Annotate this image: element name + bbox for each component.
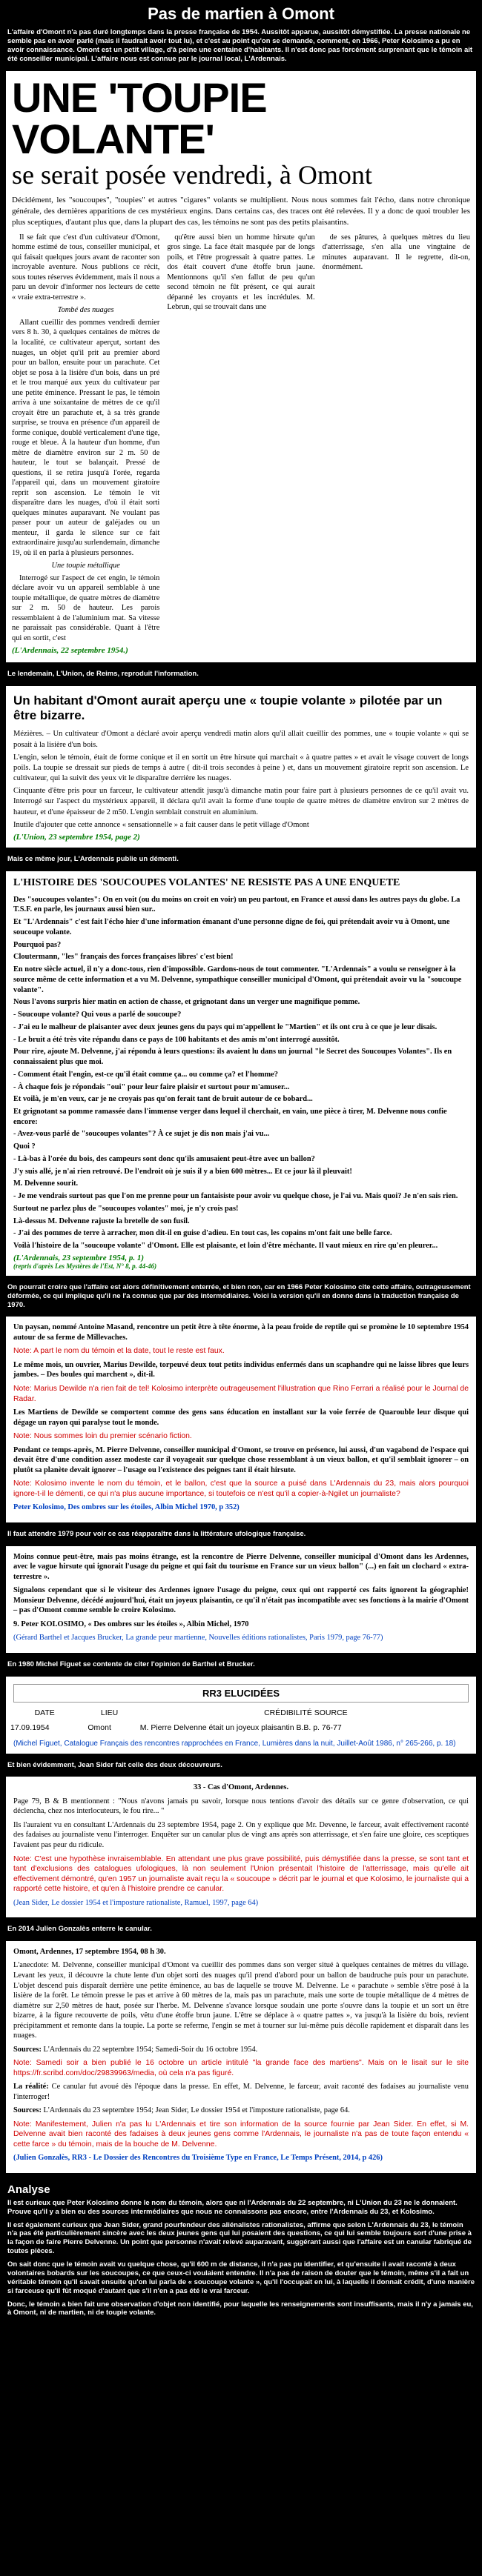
gonzales-excerpt [6,1941,476,2173]
article2-p1: Mézières. – Un cultivateur d'Omont a déclaré avoir aperçu vendredi matin alors qu'il allait cueillir des pommes, une « toupie volante » qui se posait à la lisière d'un bois. [13,730,469,749]
sider-source: (Jean Sider, Le dossier 1954 et l'imposture rationaliste, Ramuel, 1997, page 64) [13,1898,259,1907]
kolosimo-p3: Les Martiens de Dewilde se comportent comme des gens sans éducation en installant sur la voie ferrée de Quarouble leur disque qui dégage un rayon qui paralyse tout le monde. [13,1408,469,1427]
article3-p7: - Soucoupe volante? Qui vous a parlé de soucoupe? [13,1011,182,1019]
kolosimo-p4: Pendant ce temps-après, M. Pierre Delvenne, conseiller municipal d'Omont, se trouve en présence, lui aussi, d'un vagabond de l'espace qui devait être d'une condition assez modeste car il voyageait sur quelque chose ressemblant à un vieux ballon, et qu'il semblait ignorer – on plutôt sa planète devait ignorer – l'usage ou l'existence des peignes tant il était hirsute. [13,1445,469,1474]
sider-p1: Page 79, B & B mentionnent : "Nous n'avons jamais pu savoir, lorsque nous tentions d'avoir des détails sur ce genre d'observation, ce qui déclencha, chez nos interlocuteurs, le fou rire... " [13,1797,469,1816]
separator-6: Et bien évidemment, Jean Sider fait celle des deux découvreurs. [7,1760,222,1769]
bb-source: 9. Peter KOLOSIMO, « Des ombres sur les étoiles », Albin Michel, 1970 [13,1620,249,1628]
article1-col-1 [12,233,159,647]
article2-p3: Cinquante d'être pris pour un farceur, le cultivateur attendit jusqu'à dimanche matin pour faire part à plusieurs personnes de ce qu'il avait vu. Interrogé sur l'aspect du mystérieux appareil, il déclara qu'il avait la forme d'une toupie de quatre mètres de diamètre environ sur 2 mètres de hauteur, et d'une épaisseur de 2 m50. L'engin semblait construit en aluminium. [13,787,469,816]
analyse-section [0,2199,482,2318]
separator-2: Mais ce même jour, L'Ardennais publie un démenti. [7,854,179,863]
article3-headline: L'HISTOIRE DES 'SOUCOUPES VOLANTES' NE RESISTE PAS A UNE ENQUETE [13,876,400,888]
article1-headline: UNE 'TOUPIE VOLANTE' [12,73,267,162]
gonzales-sources2-label: Sources: [13,2106,42,2115]
rr3-cell-date: 17.09.1954 [10,1723,50,1732]
article3-p11: - Comment était l'engin, est-ce qu'il était comme ça... ou comme ça? et l'homme? [13,1070,278,1079]
rr3-col-cred: CRÉDIBILITÉ SOURCE [264,1708,348,1717]
article1-columns [12,233,470,647]
article3-p14: Et grignotant sa pomme ramassée dans l'immense verger dans lequel il cherchait, en vain, une pièce à tirer, M. Delvenne nous confie encore: [13,1107,447,1126]
bb-source-2: (Gérard Barthel et Jacques Brucker, La grande peur martienne, Nouvelles éditions rationalistes, Paris 1979, page 76-77) [13,1634,383,1643]
separator-5: En 1980 Michel Figuet se contente de citer l'opinion de Barthel et Brucker. [7,1660,255,1668]
kolosimo-note2: Note: Marius Dewilde n'a rien fait de tel! Kolosimo interprète outrageusement l'illustration que Rino Ferrari a réalisé pour le Journal de Radar. [13,1384,469,1403]
article1-source: (L'Ardennais, 22 septembre 1954.) [12,646,128,656]
article3-p12: - À chaque fois je répondais "oui" pour leur faire plaisir et surtout pour m'amuser... [13,1082,290,1091]
article2-p4: Inutile d'ajouter que cette annonce « sensationnelle » a fait causer dans le petit village d'Omont [13,820,309,829]
article1-col2-text: qu'être aussi bien un homme hirsute qu'un gros singe. La face était masquée par de longs poils, et l'être progressait à quatre pattes. Le dos était couvert d'une étoffe brun jaune. Mentionnons qu'il s'en fallut de peu qu'un second témoin ne fût présent, ce qui aurait dépanné les croyants et les incrédules. M. Lebrun, qui se trouvait dans une [167,233,315,312]
separator-1: Le lendemain, L'Union, de Reims, reproduit l'information. [7,670,199,679]
kolosimo-source: Peter Kolosimo, Des ombres sur les étoiles, Albin Michel 1970, p 352) [13,1503,240,1512]
table-row [6,1720,476,1735]
article3-p5: En notre siècle actuel, il n'y a donc-tous, rien d'impossible. Gardons-nous de tout commenter. "L'Ardennais" a voulu se renseigner à la source même de cette information et a vu M. Delvenne, sympathique conseiller municipal d'Omont, qui prétendait avoir vu la "soucoupe volante". [13,965,462,994]
article1-col3-text: de ses pâtures, à quelques mètres du lieu d'atterrissage, s'en alla une vingtaine de minutes auparavant. Il le regrette, dit-on, énormément. [322,233,470,272]
analyse-title: Analyse [7,2183,50,2196]
separator-3: On pourrait croire que l'affaire est alors définitivement enterrée, et bien non, car en 1966 Peter Kolosimo cite cette affaire, outrageusement déformée, ce qui implique qu'il ne l'a connue que par des intermédiaires. Voici la version qu'il en donne dans la traduction française de 1970. [7,1282,471,1309]
gonzales-sources2-text: L'Ardennais du 23 septembre 1954; Jean Sider, Le dossier 1954 et l'imposture rationaliste, page 64. [43,2106,350,2115]
article3-p20: - Je me vendrais surtout pas que l'on me prenne pour un fantaisiste pour avoir vu quelque chose, je l'ai vu. Mais quoi? Je n'en sais rien. [13,1192,458,1201]
kolosimo-note4: Note: Kolosimo invente le nom du témoin, et le ballon, c'est que la source a puisé dans L'Ardennais du 23, mais alors pourquoi ignore-t-il le démenti, ce qui n'a plus aucune importance, si toutefois ce n'est qu'il a copier-à-Ngilet un journaliste? [13,1480,469,1498]
article3-p9: - Le bruit a été très vite répandu dans ce pays de 100 habitants et des amis m'ont interrogé aussitôt. [13,1035,340,1044]
article1-col-3 [323,233,470,647]
article3-p23: - J'ai des pommes de terre à arracher, mon dit-il en guise d'adieu. En tout cas, les copains m'ont fait une belle farce. [13,1229,392,1238]
sider-note: Note: C'est une hypothèse invraisemblable. En attendant une plus grave possibilité, puis démystifiée dans la presse, se sont tant et tant d'exclusions des catalogues ufologiques, là non seulement l'Union présentait l'histoire de l'atterrissage, mais qu'elle ait effectivement démontré, qu'en 1957 un journaliste avait reçu la « soucoupe » décrit par le journal et que Kolosimo, le journaliste qui a rapporté cette histoire, et qu'en à l'histoire prendre ce canular. [13,1854,469,1894]
article3-p19: M. Delvenne sourit. [13,1179,79,1188]
article1-col-2 [167,233,314,647]
article3-p4: Cloutermann, "les" français des forces françaises libres' c'est bien! [13,953,234,962]
article3-p1: Des "soucoupes volantes": On en voit (ou du moins on croit en voir) un peu partout, en France et aussi dans les autres pays du globe. La T.S.F. en parle, les journaux aussi bien sur.. [13,895,460,914]
article2-source: (L'Union, 23 septembre 1954, page 2) [13,832,140,842]
article3-p17: - Là-bas à l'orée du bois, des campeurs sont donc qu'ils amusaient peut-être avec un ballon? [13,1154,315,1163]
gonzales-source: (Julien Gonzalès, RR3 - Le Dossier des Rencontres du Troisième Type en France, Le Temps Présent, 2014, p 426) [13,2154,383,2163]
newspaper-clipping-2 [6,686,476,848]
kolosimo-p1: Un paysan, nommé Antoine Masand, rencontre un petit être à tête énorme, à la peau froide de reptile qui se promène le 10 septembre 1954 autour de sa ferme de Millevaches. [13,1323,469,1342]
newspaper-clipping-3 [6,871,476,1276]
separator-7: En 2014 Julien Gonzalès enterre le canular. [7,1925,152,1934]
article3-p8: - J'ai eu le malheur de plaisanter avec deux jeunes gens du pays qui m'appellent le "Martien" et ils ont cru à ce que je leur disais. [13,1022,438,1031]
kolosimo-excerpt [6,1317,476,1522]
gonzales-reality [13,2082,469,2102]
gonzales-note-2: Note: Manifestement, Julien n'a pas lu L'Ardennais et tire son information de la source fournie par Jean Sider. En effet, si M. Delvenne avait bien raconté des fadaises à deux jeunes gens comme l'Ardennais, le journaliste n'a pas de toute façon entendu « cette farce » du témoin, mais de la bouche de M. Delvenne. [13,2120,469,2149]
page-title: Pas de martien à Omont [148,4,334,23]
article3-p3: Pourquoi pas? [13,940,62,949]
bb-p2: Signalons cependant que si le visiteur des Ardennes ignore l'usage du peigne, ceux qui ont rapporté ces faits ignorent la géographie! Monsieur Delvenne, décédé aujourd'hui, était un joyeux plaisantin, ce qu'il n'était pas incompatible avec ses fonctions à la mairie d'Omont – pas d'Omont comme semble le croire Kolosimo. [13,1586,469,1615]
rr3-col-lieu: LIEU [100,1708,119,1717]
analyse-p3: On sait donc que le témoin avait vu quelque chose, qu'il 600 m de distance, il n'a pas pu identifier, et qu'ensuite il avait raconté à deux volontaires bobards sur les soucoupes, ce que ceux-ci voulaient entendre. Il n'a pas de raison de douter que le témoin, même s'il a fait un véritable témoin qu'il savait ensuite qu'on lui parla de « soucoupe volante », qu'il l'occupait en lui, à laquelle il donnait crédit, d'une manière si farceuse qu'il fût moqué d'autant que s'il n'en a pas été le vrai farceur. [7,2260,475,2295]
article1-subhead-2: Une toupie métallique [51,562,120,570]
gonzales-head: Omont, Ardennes, 17 septembre 1954, 08 h 30. [13,1947,166,1956]
article1-subheadline: se serait posée vendredi, à Omont [12,159,372,190]
article1-lead: Décidément, les "soucoupes", "toupies" et autres "cigares" volants se multiplient. Nous nous sommes fait l'écho, dans notre chronique générale, des dernières apparitions de ces mystérieux engins. Dans certains cas, des traces ont été relevées. Il y a donc de quoi troubler les plus sceptiques, d'autant plus que, dans la plupart des cas, les témoins ne sont pas des petits plaisantins. [12,196,470,227]
rr3-cell-lieu: Omont [88,1723,111,1732]
sider-excerpt [6,1777,476,1917]
article1-col1b-text: Allant cueillir des pommes vendredi dernier vers 8 h. 30, à quelques centaines de mètres de la localité, ce cultivateur aperçut, sortant des nuages, un objet qu'il prit au premier abord pour un ballon, ensuite pour un parachute. Cet objet se posa à la lisière d'un bois, dans un pré et le trou marqué aux yeux du cultivateur par une petite éminence. Pressant le pas, le témoin arriva à une soixantaine de mètres de ce qu'il croyait être un parachute et, à sa très grande surprise, se trouva en présence d'un appareil de forme conique, doublé verticalement d'une tige, rouge et bleue. À la hauteur d'un homme, d'un mètre de diamètre environ sur 2 m. 50 de hauteur, le tout se balançait. Pressé de questions, il se retira jusqu'à l'orée, regarda l'appareil qui, dans un mouvement giratoire reprit son ascension. Le témoin le vit disparaître dans les nuages, d'où il était sorti quelques minutes auparavant. Ne voulant pas passer pour un auteur de galéjades ou un menteur, il garda le silence sur ce fait extraordinaire jusqu'au surlendemain, dimanche 19, où il en parla à plusieurs personnes. [12,318,160,557]
rr3-cell-cred: M. Pierre Delvenne était un joyeux plaisantin B.B. p. 76-77 [139,1723,342,1732]
article3-p15: - Avez-vous parlé de "soucoupes volantes"? À ce sujet je dis non mais j'ai vu... [13,1130,270,1139]
gonzales-p1: L'anecdote: M. Delvenne, conseiller municipal d'Omont va cueillir des pommes dans son verger situé à quelques centaines de mètres du village. Levant les yeux, il découvre la chute lente d'un objet sorti des nuages qu'il prend d'abord pour un ballon de baudruche puis pour un parachute. L'objet descend puis disparaît derrière une petite éminence, au bas de laquelle se trouve M. Delvenne. Le « parachute » semble s'être posé à la lisière de la forêt. Le témoin presse le pas et arrive à 60 mètres de la, mais pas un parachute, mais une sorte de toupie métallique de 4 mètres de diamètre sur 2,50 mètres de haut, posée sur l'herbe. M. Delvenne s'avance lorsque soudain une porte s'ouvre dans la toupie et un sort un être bizarre, à la figure recouverte de poils, vêtu d'une étoffe brun jaune. L'être se déplace à « quatre pattes », va jusqu'à la lisière du bois, revient précipitamment et remonte dans la toupie. La porte se referme, l'engin se met à tourner sur lui-même puis décolle rapidement et disparaît dans les nuages. [13,1961,469,2040]
gonzales-sources-label: Sources: [13,2045,42,2054]
article2-headline: Un habitant d'Omont aurait aperçu une « toupie volante » pilotée par un être bizarre. [13,693,443,723]
rr3-col-date: DATE [34,1708,55,1717]
gonzales-sources-text: L'Ardennais du 22 septembre 1954; Samedi-Soir du 16 octobre 1954. [43,2045,258,2054]
article3-source: (L'Ardennais, 23 septembre 1954, p. 1) [13,1253,144,1262]
article3-p6: Nous l'avons surpris hier matin en action de chasse, et grignotant dans un verger une magnifique pomme. [13,998,360,1007]
rr3-source: (Michel Figuet, Catalogue Français des rencontres rapprochées en France, Lumières dans la nuit, Juillet-Août 1986, n° 265-266, p. 18) [13,1739,456,1748]
rr3-catalog [6,1677,476,1754]
article1-subhead-1: Tombé des nuages [57,306,114,315]
kolosimo-note1: Note: A part le nom du témoin et la date, tout le reste est faux. [13,1347,225,1356]
sider-heading: 33 - Cas d'Omont, Ardennes. [193,1783,289,1792]
article3-p10: Pour rire, ajoute M. Delvenne, j'ai répondu à leurs questions: ils avaient lu dans un journal "le Secret des Soucoupes Volantes". Ils en connaissaient plus que moi. [13,1048,452,1067]
analyse-p1: Il est curieux que Peter Kolosimo donne le nom du témoin, alors que ni l'Ardennais du 22 septembre, ni L'Union du 23 ne le donnaient. Prouve qu'il y a bien eu des sources intermédiaires que nous ne connaissons pas encore, entre l'Ardennais du 23, et Kolosimo. [7,2198,458,2216]
kolosimo-note3: Note: Nous sommes loin du premier scénario fiction. [13,1432,192,1441]
rr3-table [6,1705,476,1735]
article3-p21: Surtout ne parlez plus de "soucoupes volantes" moi, je n'y crois pas! [13,1204,239,1213]
article3-p22: Là-dessus M. Delvenne rajuste la bretelle de son fusil. [13,1217,190,1225]
intro-text: L'affaire d'Omont n'a pas duré longtemps dans la presse française de 1954. Aussitôt apparue, aussitôt démystifiée. La presse nationale ne semble pas en avoir parlé (mais il faudrait avoir tout lu), et c'est au point qu'on se demande, comment, en 1966, Peter Kolosimo a pu en avoir connaissance. Omont est un petit village, d'à peine une centaine d'habitants. Il n'est donc pas forcément surprenant que le témoin ait été conseiller municipal. L'affaire nous est connue par le journal local, L'Ardennais. [7,28,473,63]
gonzales-real-text: Ce canular fut avoué dès l'époque dans la presse. En effet, M. Delvenne, le farceur, avait raconté des fadaises au journaliste venu l'interroger! [13,2083,469,2101]
article1-col1c-text: Interrogé sur l'aspect de cet engin, le témoin déclare avoir vu un appareil semblable à une toupie métallique, de quatre mètres de diamètre sur 2 m. 50 de hauteur. Les parois ressemblaient à de l'aluminium mat. Sa vitesse ne paraissait pas considérable. Quant à l'être qui en sortit, c'est [12,573,160,642]
rr3-title: RR3 ELUCIDÉES [13,1684,469,1703]
analyse-p4: Donc, le témoin a bien fait une observation d'objet non identifié, pour laquelle les renseignements sont insuffisants, mais il n'y a jamais eu, à Omont, ni de martien, ni de toupie volante. [7,2300,473,2317]
gonzales-real-label: La réalité: [13,2083,49,2091]
article3-p18: J'y suis allé, je n'ai rien retrouvé. De l'endroit où je suis il y a bien 600 mètres... Et ce jour là il pleuvait! [13,1167,352,1176]
sider-p2: Ils l'auraient vu en consultant L'Ardennais du 23 septembre 1954, page 2. On y explique que Mr. Devenne, le farceur, avait effectivement raconté des fadaises au journaliste venu l'interroger. Enquêter sur un canular plus de vingt ans après son atterrissage, et s'en faire une gloire, ces sceptiques l'avaient pas peur du ridicule. [13,1820,469,1849]
article3-p24: Voilà l'histoire de la "soucoupe volante" d'Omont. Elle est plaisante, et loin d'être méchante. Il vaut mieux en rire qu'en pleurer... [13,1242,438,1251]
article3-p16: Quoi ? [13,1142,36,1151]
gonzales-note: Note: Samedi soir a bien publié le 16 octobre un article intitulé "la grande face des martiens". Mais on le lisait sur le site https://fr.scribd.com/doc/29839963/media, où cela n'a pas figuré. [13,2059,469,2077]
gonzales-sources-2 [13,2106,469,2116]
article3-p2: Et "L'Ardennais" c'est fait l'écho hier d'une information émanant d'une personne digne de foi, qui prétendait avoir vu à Omont, une soucoupe volante. [13,918,450,936]
barthel-brucker-excerpt [6,1546,476,1653]
article3-source-2: (repris d'après Les Mystères de l'Est, N° 8, p. 44-46) [13,1262,157,1270]
article3-p13: Et voilà, je m'en veux, car je ne croyais pas qu'on ferait tant de bruit autour de ce bobard... [13,1095,313,1104]
gonzales-sources [13,2045,469,2055]
newspaper-clipping-1 [6,71,476,663]
article1-col1-text: Il se fait que c'est d'un cultivateur d'Omont, homme estimé de tous, conseiller municipal, et qui faisait quelques jours avant de raconter son incroyable aventure. Nous publions ce récit, sous toutes réserves évidemment, mais il nous a paru un devoir d'informer nos lecteurs de cette « vraie extra-terrestre ». [12,233,160,302]
kolosimo-p2: Le même mois, un ouvrier, Marius Dewilde, torpeuvé deux tout petits individus enfermés dans un scaphandre qui ne laisse libres que leurs jambes. – Des boules qui marchent », dit-il. [13,1360,469,1379]
rr3-header-row [6,1705,476,1720]
bb-p1: Moins connue peut-être, mais pas moins étrange, est la rencontre de Pierre Delvenne, conseiller municipal d'Omont dans les Ardennes, avec le vague hirsute qui ignorait l'usage du peigne et qui fait du tourisme en France sur un vieux ballon" (...) en fait un clochard « extra-terrestre ». [13,1552,469,1581]
article2-p2: L'engin, selon le témoin, était de forme conique et il en sortit un être hirsute qui marchait « à quatre pattes » et avait le visage couvert de longs poils. La toupie se dressait sur pieds de temps à autre ( dit-il trois secondes à peine ) et, dans un mouvement giratoire reprit son ascension. Le cultivateur, qui la suivit des yeux vit le disparaître derrière les nuages. [13,753,469,783]
separator-4: Il faut attendre 1979 pour voir ce cas réapparaître dans la littérature ufologique française. [7,1529,306,1538]
analyse-p2: Il est également curieux que Jean Sider, grand pourfendeur des aliénalistes rationalistes, affirme que selon L'Ardennais du 23, le témoin n'a pas été particulièrement sincère avec les deux jeunes gens qui lui posaient des questions, ce qui lui semble toujours sort d'une prise à la façon de faire Pierre Delvenne. Un point que personne n'avait relevé auparavant, suggérant aussi que l'affaire est un canular fabriqué de toutes pièces. [7,2220,472,2256]
